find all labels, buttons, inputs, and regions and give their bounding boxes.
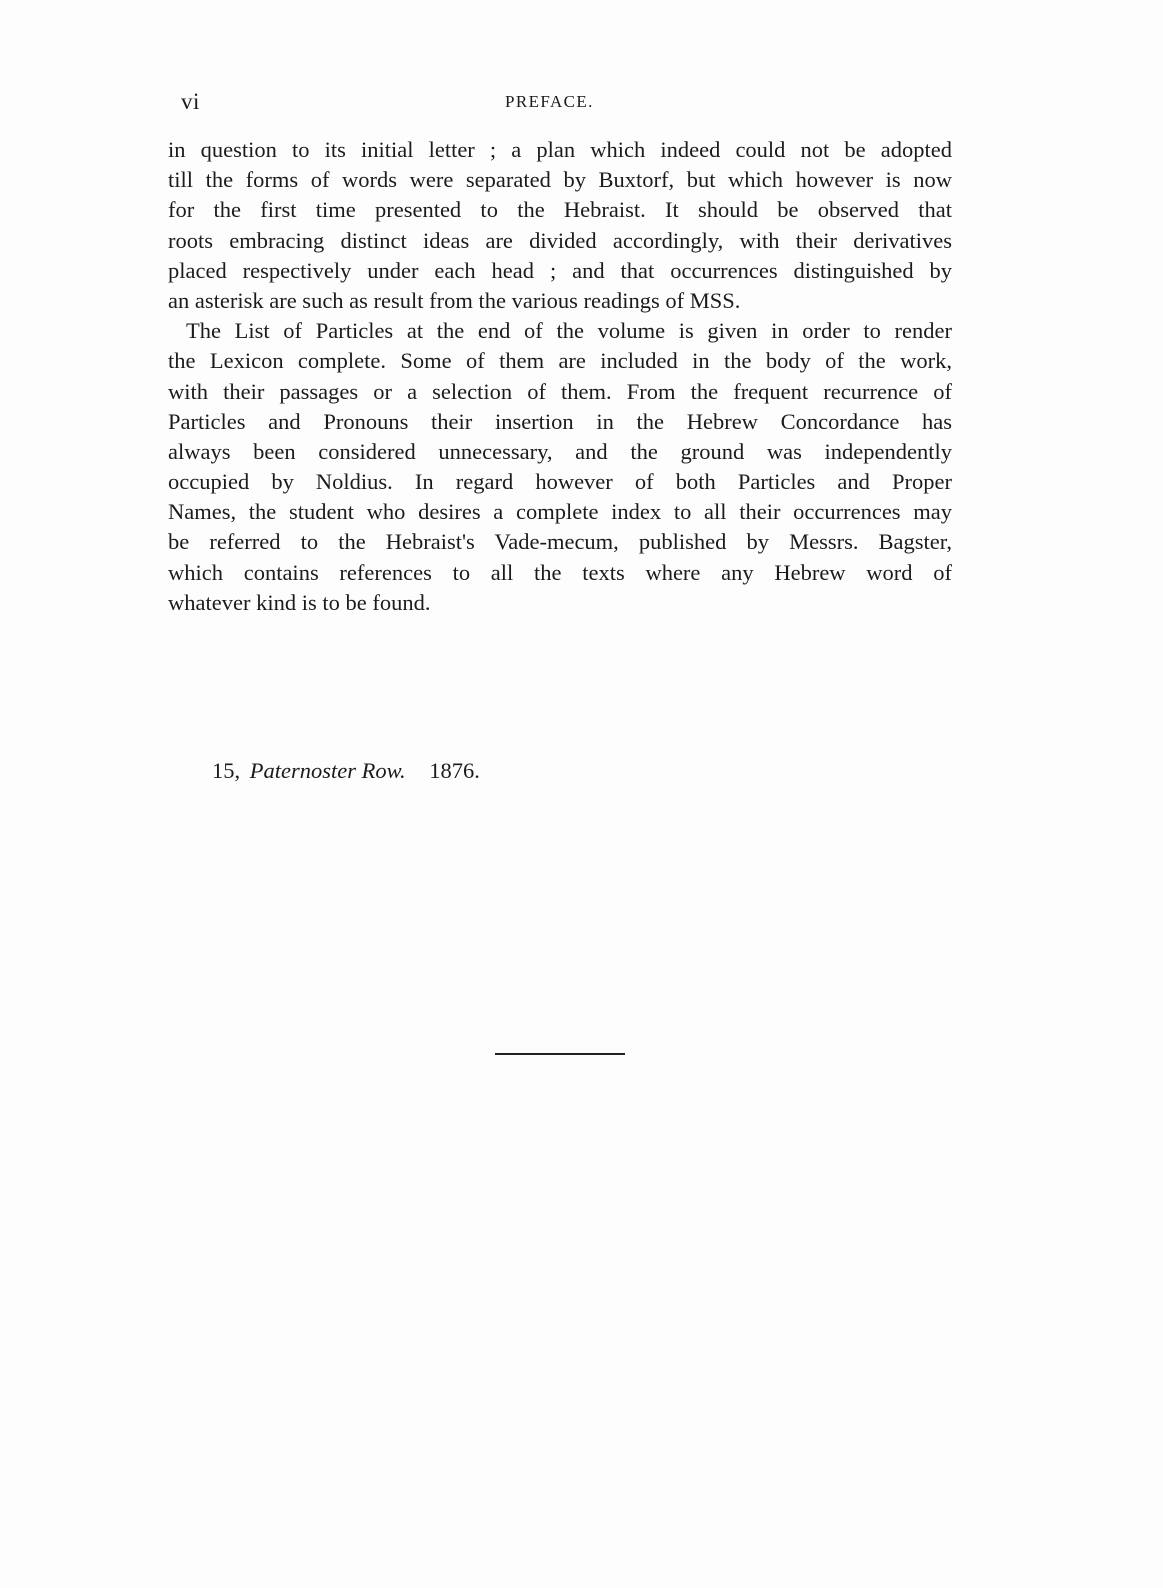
text-line: The List of Particles at the end of the volume is given in order to render <box>186 318 952 344</box>
running-head: PREFACE. <box>505 92 594 111</box>
end-rule <box>495 1053 625 1055</box>
text-line: be referred to the Hebraist's Vade-mecum, published by Messrs. Bagster, <box>168 529 952 555</box>
text-line: till the forms of words were separated by Buxtorf, but which however is now <box>168 167 952 193</box>
paragraph <box>168 316 952 618</box>
address-number: 15, <box>212 758 241 783</box>
text-line: in question to its initial letter ; a plan which indeed could not be adopted <box>168 137 952 162</box>
signature-year: 1876. <box>429 758 480 783</box>
text-line: occupied by Noldius. In regard however of both Particles and Proper <box>168 469 952 495</box>
preface-signature <box>212 756 480 786</box>
page-number: vi <box>181 89 200 114</box>
text-line: with their passages or a selection of them. From the frequent recurrence of <box>168 378 952 404</box>
text-line: whatever kind is to be found. <box>168 589 431 615</box>
paragraph <box>168 135 952 316</box>
text-line: placed respectively under each head ; and that occurrences distinguished by <box>168 257 952 283</box>
text-line: Particles and Pronouns their insertion in the Hebrew Concordance has <box>168 408 952 434</box>
address-place: Paternoster Row. <box>249 758 406 783</box>
preface-body <box>168 135 952 618</box>
text-line: always been considered unnecessary, and the ground was independently <box>168 438 952 464</box>
text-line: for the first time presented to the Hebraist. It should be observed that <box>168 197 952 223</box>
text-line: an asterisk are such as result from the various readings of MSS. <box>168 287 741 313</box>
text-line: the Lexicon complete. Some of them are included in the body of the work, <box>168 348 952 374</box>
text-line: Names, the student who desires a complete index to all their occurrences may <box>168 499 952 525</box>
text-line: roots embracing distinct ideas are divided accordingly, with their derivatives <box>168 227 952 253</box>
text-line: which contains references to all the texts where any Hebrew word of <box>168 559 952 585</box>
